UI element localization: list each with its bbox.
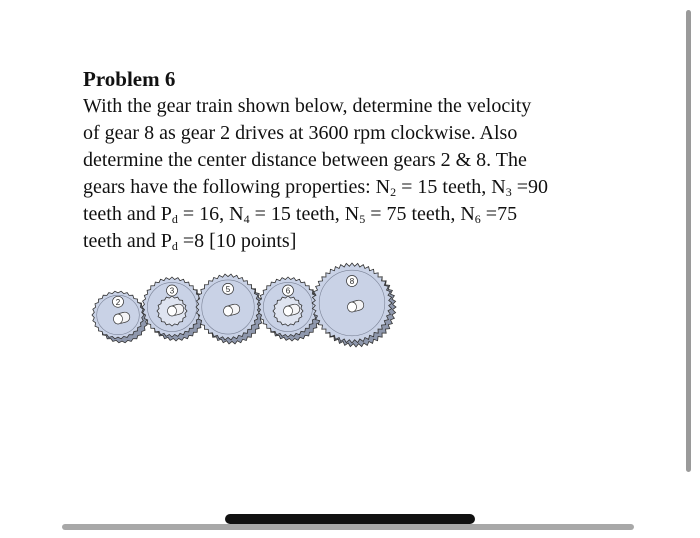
text-line: teeth and P — [83, 230, 172, 252]
gear-train-figure — [80, 255, 420, 370]
gear-2 — [92, 291, 148, 343]
subscript: d — [171, 239, 178, 253]
text-fragment: =8 [10 points] — [177, 230, 297, 252]
subscript: d — [171, 212, 178, 226]
subscript: 2 — [390, 185, 397, 199]
gear-label: 5 — [225, 284, 231, 294]
subscript: 6 — [474, 212, 481, 226]
text-line: gears have the following properties: N — [83, 176, 391, 198]
gear-label: 3 — [169, 286, 175, 296]
subscript: 3 — [505, 185, 512, 199]
home-indicator[interactable] — [225, 514, 475, 524]
gear-label: 6 — [285, 286, 291, 296]
text-fragment: = 15 teeth, N — [396, 176, 506, 198]
horizontal-scrollbar-track[interactable] — [62, 524, 634, 530]
text-fragment: = 15 teeth, N — [249, 203, 360, 225]
subscript: 4 — [243, 212, 250, 226]
text-fragment: = 16, N — [177, 203, 244, 225]
text-line: teeth and P — [83, 203, 172, 225]
vertical-scrollbar[interactable] — [686, 10, 691, 472]
gear-3 — [142, 277, 206, 341]
text-line: determine the center distance between gears 2 & 8. The — [83, 149, 527, 171]
text-line: With the gear train shown below, determine the velocity — [83, 95, 532, 117]
subscript: 5 — [359, 212, 366, 226]
gear-label: 8 — [349, 277, 355, 286]
gear-8 — [312, 263, 396, 347]
gear-label: 2 — [115, 297, 121, 307]
gear-5 — [196, 274, 264, 344]
problem-title: Problem 6 — [83, 67, 176, 91]
problem-block — [83, 66, 643, 255]
text-fragment: =75 — [480, 203, 518, 225]
problem-text — [83, 93, 643, 255]
text-fragment: = 75 teeth, N — [365, 203, 475, 225]
text-line: of gear 8 as gear 2 drives at 3600 rpm clockwise. Also — [83, 122, 518, 144]
text-fragment: =90 — [511, 176, 549, 198]
